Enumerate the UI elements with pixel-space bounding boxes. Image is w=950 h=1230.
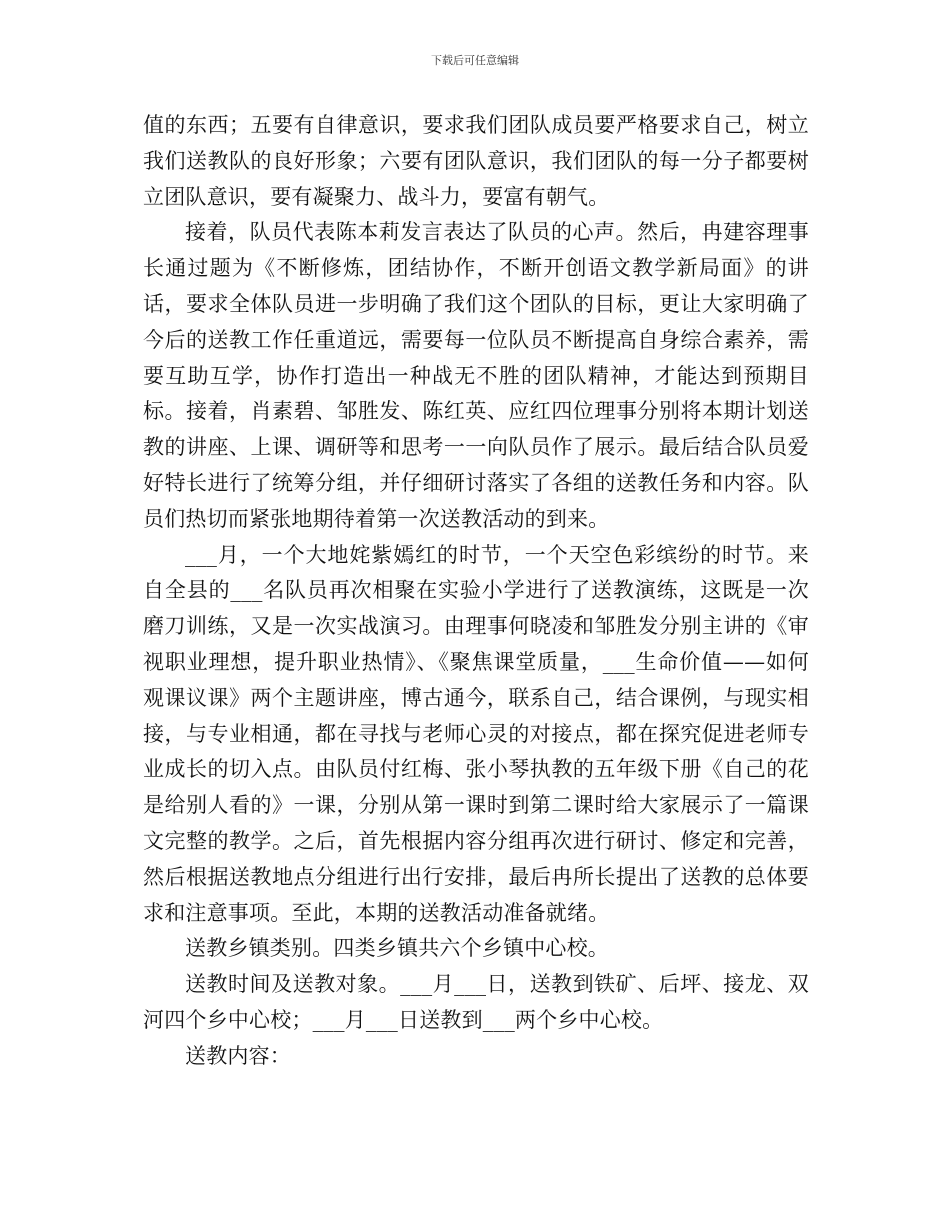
paragraph-6: 送教内容：	[185, 1043, 291, 1068]
header-note: 下载后可任意编辑	[431, 54, 519, 67]
paragraph-1: 值的东西；五要有自律意识，要求我们团队成员要严格要求自己，树立我们送教队的良好形象；六要有团队意识，我们团队的每一分子都要树立团队意识，要有凝聚力、战斗力，要富有朝气。	[143, 113, 809, 209]
paragraph-4: 送教乡镇类别。四类乡镇共六个乡镇中心校。	[185, 936, 609, 961]
paragraph-5: 送教时间及送教对象。___月___日，送教到铁矿、后坪、接龙、双河四个乡中心校；___月___日送教到___两个乡中心校。	[143, 972, 809, 1032]
paragraph-3: ___月，一个大地姹紫嫣红的时节，一个天空色彩缤纷的时节。来自全县的___名队员再次相聚在实验小学进行了送教演练，这既是一次磨刀训练，又是一次实战演习。由理事何晓凌和邹胜发分别主讲的《审视职业理想，提升职业热情》、《聚焦课堂质量，___生命价值——如何观课议课》两个主题讲座，博古通今，联系自己，结合课例，与现实相接，与专业相通，都在寻找与老师心灵的对接点，都在探究促进老师专业成长的切入点。由队员付红梅、张小琴执教的五年级下册《自己的花是给别人看的》一课，分别从第一课时到第二课时给大家展示了一篇课文完整的教学。之后，首先根据内容分组再次进行研讨、修定和完善，然后根据送教地点分组进行出行安排，最后冉所长提出了送教的总体要求和注意事项。至此，本期的送教活动准备就绪。	[143, 542, 809, 925]
paragraph-2: 接着，队员代表陈本莉发言表达了队员的心声。然后，冉建容理事长通过题为《不断修炼，团结协作，不断开创语文教学新局面》的讲话，要求全体队员进一步明确了我们这个团队的目标，更让大家明确了今后的送教工作任重道远，需要每一位队员不断提高自身综合素养，需要互助互学，协作打造出一种战无不胜的团队精神，才能达到预期目标。接着，肖素碧、邹胜发、陈红英、应红四位理事分别将本期计划送教的讲座、上课、调研等和思考一一向队员作了展示。最后结合队员爱好特长进行了统筹分组，并仔细研讨落实了各组的送教任务和内容。队员们热切而紧张地期待着第一次送教活动的到来。	[143, 220, 809, 531]
document-body	[143, 108, 809, 1075]
